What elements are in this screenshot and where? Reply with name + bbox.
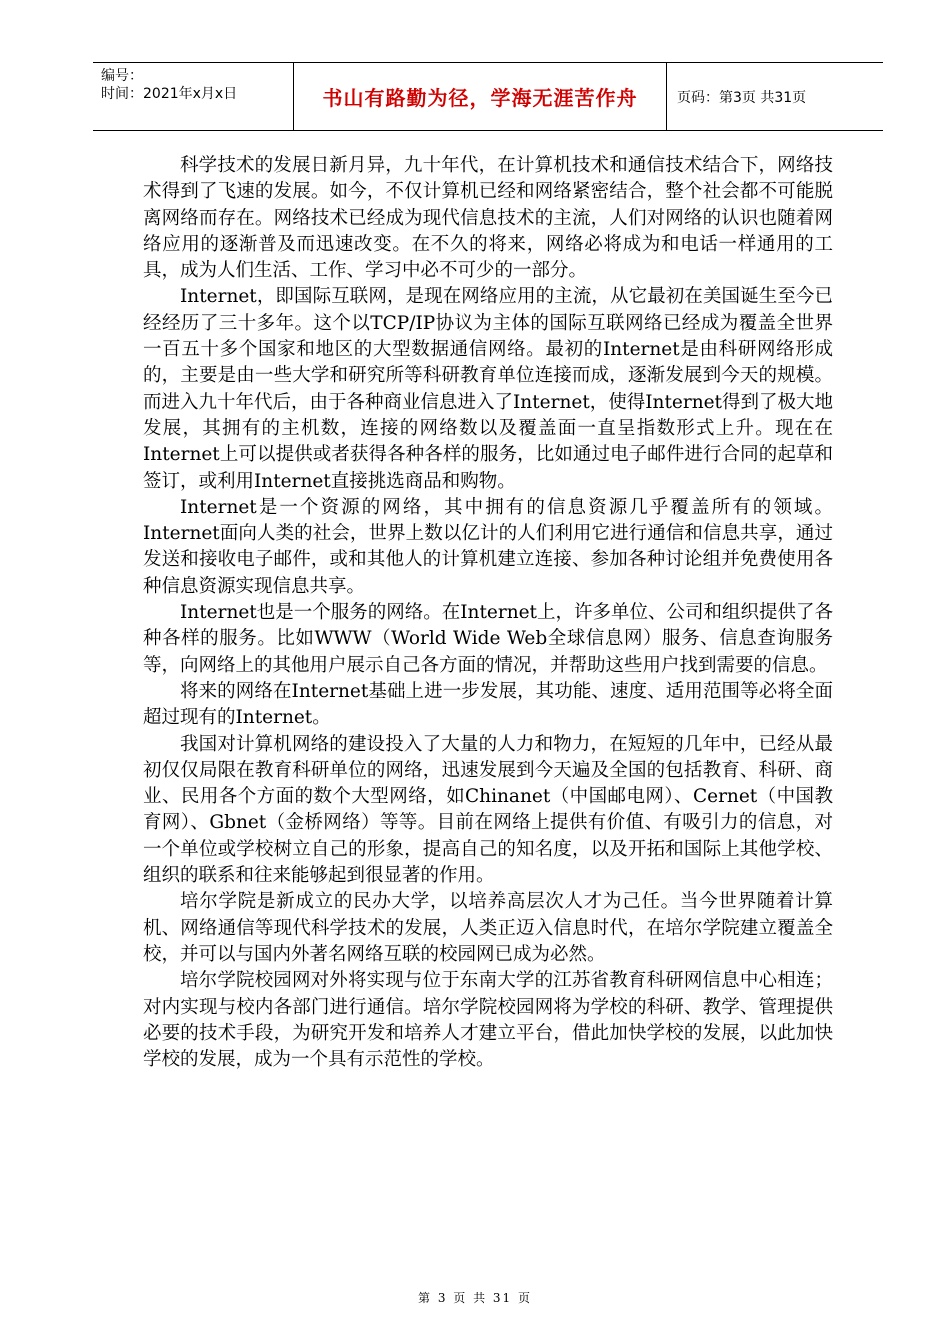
paragraph: 我国对计算机网络的建设投入了大量的人力和物力，在短短的几年中，已经从最初仅仅局限在教育科研单位的网络，迅速发展到今天遍及全国的包括教育、科研、商业、民用各个方面的数个大型网络，如Chinanet（中国邮电网）、Cernet（中国教育网）、Gbnet（金桥网络）等等。目前在网络上提供有价值、有吸引力的信息，对一个单位或学校树立自己的形象，提高自己的知名度，以及开拓和国际上其他学校、组织的联系和往来能够起到很显著的作用。 (143, 733, 833, 887)
document-time: 时间：2021年x月x日 (101, 86, 238, 102)
document-body (143, 153, 833, 1073)
paragraph: Internet是一个资源的网络，其中拥有的信息资源几乎覆盖所有的领域。Internet面向人类的社会，世界上数以亿计的人们利用它进行通信和信息共享，通过发送和接收电子邮件，或和其他人的计算机建立连接、参加各种讨论组并免费使用各种信息资源实现信息共享。 (143, 496, 833, 597)
paragraph: 将来的网络在Internet基础上进一步发展，其功能、速度、适用范围等必将全面超过现有的Internet。 (143, 680, 833, 729)
header-page-number: 页码：第3页 共31页 (677, 89, 807, 106)
paragraph: 培尔学院校园网对外将实现与位于东南大学的江苏省教育科研网信息中心相连；对内实现与校内各部门进行通信。培尔学院校园网将为学校的科研、教学、管理提供必要的技术手段，为研究开发和培养人才建立平台，借此加快学校的发展，以此加快学校的发展，成为一个具有示范性的学校。 (143, 970, 833, 1071)
header-motto: 书山有路勤为径，学海无涯苦作舟 (294, 63, 667, 130)
header-info-cell (93, 63, 294, 130)
document-number: 编号： (101, 68, 143, 84)
page-footer: 第 3 页 共 31 页 (418, 1291, 532, 1305)
paragraph: Internet，即国际互联网，是现在网络应用的主流，从它最初在美国诞生至今已经经历了三十多年。这个以TCP/IP协议为主体的国际互联网络已经成为覆盖全世界一百五十多个国家和地区的大型数据通信网络。最初的Internet是由科研网络形成的，主要是由一些大学和研究所等科研教育单位连接而成，逐渐发展到今天的规模。而进入九十年代后，由于各种商业信息进入了Internet，使得Internet得到了极大地发展，其拥有的主机数，连接的网络数以及覆盖面一直呈指数形式上升。现在在Internet上可以提供或者获得各种各样的服务，比如通过电子邮件进行合同的起草和签订，或利用Internet直接挑选商品和购物。 (143, 286, 833, 492)
paragraph: 培尔学院是新成立的民办大学，以培养高层次人才为己任。当今世界随着计算机、网络通信等现代科学技术的发展，人类正迈入信息时代，在培尔学院建立覆盖全校，并可以与国内外著名网络互联的校园网已成为必然。 (143, 891, 833, 965)
paragraph: Internet也是一个服务的网络。在Internet上，许多单位、公司和组织提供了各种各样的服务。比如WWW（World Wide Web全球信息网）服务、信息查询服务等，向网络上的其他用户展示自己各方面的情况，并帮助这些用户找到需要的信息。 (143, 602, 833, 676)
page-header (93, 62, 883, 131)
paragraph: 科学技术的发展日新月异，九十年代，在计算机技术和通信技术结合下，网络技术得到了飞速的发展。如今，不仅计算机已经和网络紧密结合，整个社会都不可能脱离网络而存在。网络技术已经成为现代信息技术的主流，人们对网络的认识也随着网络应用的逐渐普及而迅速改变。在不久的将来，网络必将成为和电话一样通用的工具，成为人们生活、工作、学习中必不可少的一部分。 (143, 155, 833, 282)
